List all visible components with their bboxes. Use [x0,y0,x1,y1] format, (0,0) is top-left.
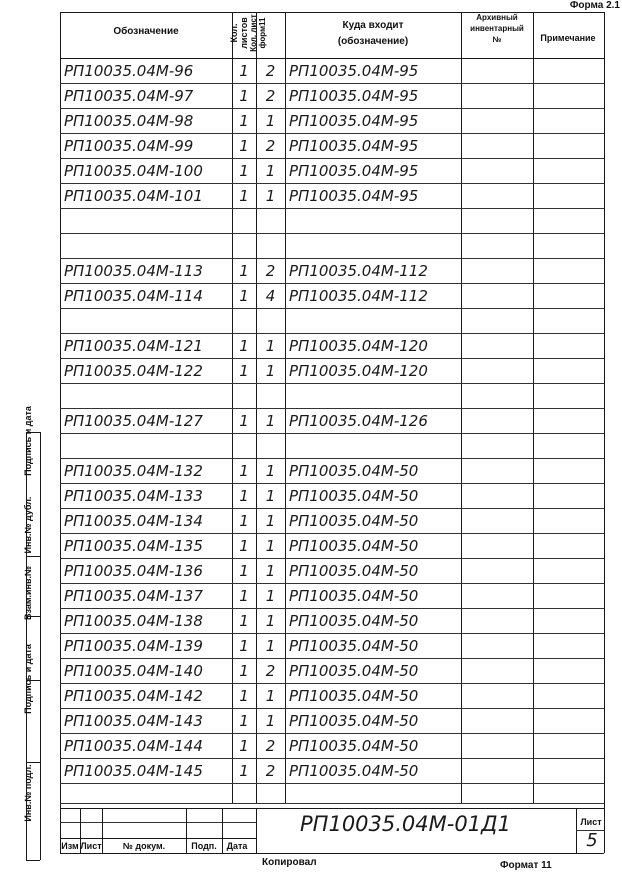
side-label-podpis-2: Подпись и дата [23,406,33,476]
row-line [60,783,604,784]
header-archive-line2: инвентарный [470,24,524,33]
row-copies: 2 [265,261,276,280]
row-sheets: 1 [239,361,249,380]
sheet-number: 5 [586,830,598,851]
row-destination: РП10035.04М-50 [289,486,419,505]
row-copies: 2 [265,136,276,155]
row-destination: РП10035.04М-50 [289,511,419,530]
frame-bottom [60,853,604,854]
side-strip-inner [40,432,41,860]
row-destination: РП10035.04М-50 [289,636,419,655]
row-designation [64,433,230,458]
row-sheets [232,308,256,333]
form-label: Форма 2.1 [569,0,620,11]
row-destination: РП10035.04М-112 [289,261,428,280]
footer-format: Формат 11 [500,860,552,871]
header-sheets: Кол. листов [229,17,249,49]
row-designation: РП10035.04М-133 [64,486,203,505]
row-sheets: 1 [239,161,249,180]
row-designation: РП10035.04М-100 [64,161,203,180]
row-sheets: 1 [239,336,249,355]
row-designation: РП10035.04М-127 [64,411,203,430]
title-label-izm: Изм [61,841,79,851]
row-designation: РП10035.04М-137 [64,586,203,605]
row-destination: РП10035.04М-112 [289,286,428,305]
row-sheets: 1 [239,286,249,305]
row-designation: РП10035.04М-134 [64,511,203,530]
row-copies: 1 [265,461,276,480]
title-label-podp: Подп. [191,841,217,851]
row-sheets: 1 [239,661,249,680]
row-destination: РП10035.04М-120 [289,336,428,355]
title-label-data: Дата [226,841,248,851]
row-sheets: 1 [239,111,249,130]
row-sheets [232,433,256,458]
footer-copied: Копировал [262,857,317,868]
row-line [60,803,604,804]
title-block-divider [256,808,257,853]
header-copies: Кол. лист форм11 [249,14,267,52]
row-sheets: 1 [239,486,249,505]
row-designation: РП10035.04М-143 [64,711,203,730]
row-destination: РП10035.04М-50 [289,586,419,605]
row-copies: 1 [265,186,276,205]
row-copies: 1 [265,111,276,130]
row-copies: 1 [265,361,276,380]
row-sheets: 1 [239,561,249,580]
row-sheets: 1 [239,461,249,480]
row-destination: РП10035.04М-50 [289,561,419,580]
header-archive-line1: Архивный [476,13,518,22]
row-designation [64,383,230,408]
row-copies [256,433,285,458]
side-label-vzam: Взам.инв.№ [23,565,33,621]
row-sheets: 1 [239,86,249,105]
row-designation: РП10035.04М-132 [64,461,203,480]
row-designation: РП10035.04М-142 [64,686,203,705]
row-designation: РП10035.04М-139 [64,636,203,655]
row-designation: РП10035.04М-113 [64,261,203,280]
title-block-row [60,822,256,823]
row-destination: РП10035.04М-50 [289,461,419,480]
row-copies: 1 [265,561,276,580]
row-destination [289,433,459,458]
row-sheets: 1 [239,511,249,530]
row-destination: РП10035.04М-50 [289,736,419,755]
row-copies: 2 [265,661,276,680]
row-destination: РП10035.04М-95 [289,136,419,155]
row-sheets: 1 [239,186,249,205]
header-destination-line2: (обозначение) [337,36,409,47]
row-copies: 4 [265,286,276,305]
row-sheets: 1 [239,736,249,755]
row-copies [256,383,285,408]
row-sheets: 1 [239,761,249,780]
row-copies: 1 [265,636,276,655]
row-destination: РП10035.04М-50 [289,686,419,705]
document-code: РП10035.04М-01Д1 [300,812,511,836]
row-destination [289,383,459,408]
row-sheets: 1 [239,261,249,280]
row-copies: 2 [265,86,276,105]
row-copies: 1 [265,586,276,605]
row-sheets [232,383,256,408]
row-destination [289,208,459,233]
row-destination: РП10035.04М-126 [289,411,428,430]
row-designation: РП10035.04М-144 [64,736,203,755]
row-copies [256,233,285,258]
row-destination: РП10035.04М-50 [289,711,419,730]
title-label-doc: № докум. [122,841,166,851]
row-sheets: 1 [239,586,249,605]
row-copies: 1 [265,161,276,180]
row-designation [64,208,230,233]
row-designation: РП10035.04М-138 [64,611,203,630]
side-label-podpis-1: Подпись и дата [23,644,33,714]
row-sheets: 1 [239,136,249,155]
row-destination: РП10035.04М-95 [289,111,419,130]
row-sheets [232,208,256,233]
row-copies [256,308,285,333]
row-designation: РП10035.04М-135 [64,536,203,555]
row-sheets: 1 [239,536,249,555]
row-copies: 2 [265,761,276,780]
row-designation: РП10035.04М-145 [64,761,203,780]
row-destination [289,308,459,333]
side-strip-row [26,860,40,861]
row-destination [289,233,459,258]
header-note: Примечание [540,33,596,43]
row-designation [64,308,230,333]
sheet-label: Лист [580,817,602,827]
row-designation: РП10035.04М-98 [64,111,194,130]
header-archive [461,12,533,45]
row-copies: 1 [265,336,276,355]
header-archive-line3: № [492,35,502,44]
title-block-top [60,808,604,809]
frame-right [604,12,605,853]
row-copies: 1 [265,411,276,430]
row-sheets [232,233,256,258]
row-designation: РП10035.04М-114 [64,286,203,305]
row-designation: РП10035.04М-140 [64,661,203,680]
row-copies: 1 [265,486,276,505]
row-copies: 1 [265,511,276,530]
header-destination [285,18,461,50]
row-destination: РП10035.04М-50 [289,536,419,555]
row-copies: 1 [265,536,276,555]
row-copies: 1 [265,686,276,705]
row-destination: РП10035.04М-95 [289,161,419,180]
row-designation: РП10035.04М-101 [64,186,203,205]
row-destination: РП10035.04М-50 [289,611,419,630]
row-sheets: 1 [239,711,249,730]
title-label-list: Лист [80,841,102,851]
row-copies: 1 [265,611,276,630]
header-destination-line1: Куда входит [342,20,404,31]
header-designation: Обозначение [113,26,179,37]
row-sheets: 1 [239,611,249,630]
row-copies: 2 [265,61,276,80]
row-destination: РП10035.04М-120 [289,361,428,380]
row-designation: РП10035.04М-99 [64,136,194,155]
row-sheets: 1 [239,411,249,430]
row-destination: РП10035.04М-95 [289,61,419,80]
row-destination: РП10035.04М-95 [289,186,419,205]
row-designation: РП10035.04М-122 [64,361,203,380]
side-label-inv-dubl: Инв.№ дубл. [23,496,33,554]
row-sheets: 1 [239,686,249,705]
row-destination: РП10035.04М-95 [289,86,419,105]
row-designation: РП10035.04М-96 [64,61,194,80]
row-destination: РП10035.04М-50 [289,661,419,680]
row-copies: 1 [265,711,276,730]
row-designation: РП10035.04М-136 [64,561,203,580]
side-label-inv-podl: Инв.№ подл. [23,764,33,822]
title-block-row [60,838,256,839]
row-sheets: 1 [239,636,249,655]
row-designation: РП10035.04М-121 [64,336,203,355]
row-copies [256,208,285,233]
row-copies: 2 [265,736,276,755]
row-sheets: 1 [239,61,249,80]
row-destination: РП10035.04М-50 [289,761,419,780]
row-designation: РП10035.04М-97 [64,86,194,105]
row-designation [64,233,230,258]
